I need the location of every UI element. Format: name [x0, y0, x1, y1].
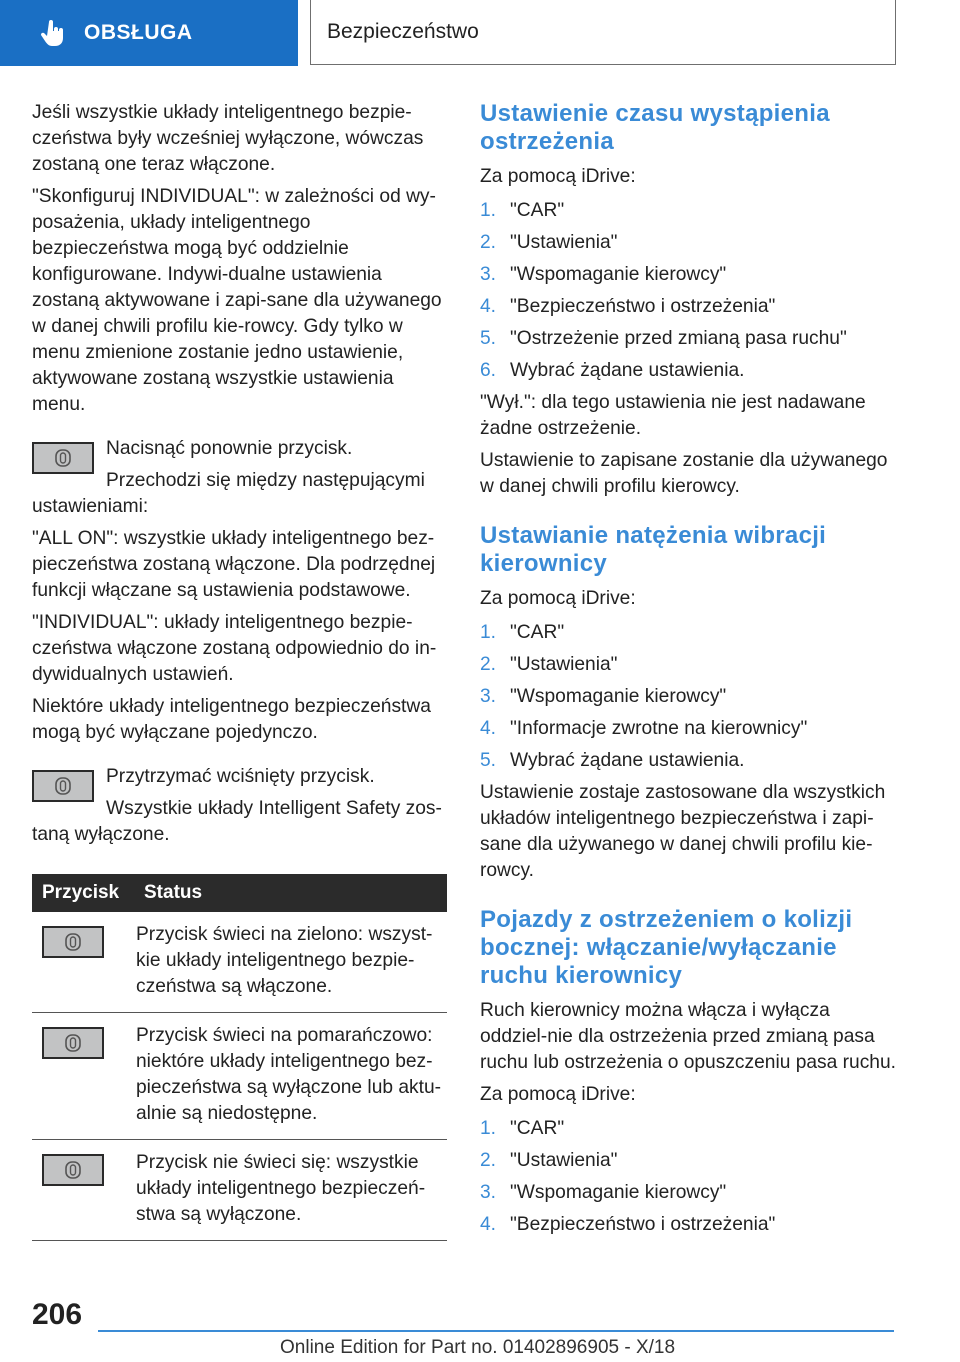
press-again-block	[32, 436, 447, 520]
paragraph: Niektóre układy inteligentnego bezpieczeństwa mogą być wyłączane pojedynczo.	[32, 696, 431, 743]
breadcrumb	[310, 0, 896, 65]
safety-symbol-icon	[63, 932, 83, 952]
table-cell: Przycisk świeci na zielono: wszyst-kie układy inteligentnego bezpie-czeństwa są włączone.	[132, 912, 447, 1013]
paragraph: "INDIVIDUAL": układy inteligentnego bezpie-czeństwa włączone zostaną odpowiednio do in-dywidualnych ustawień.	[32, 612, 437, 685]
safety-symbol-icon	[53, 448, 73, 468]
paragraph: Ustawienie zostaje zastosowane dla wszystkich układów inteligentnego bezpieczeństwa i zapi-sane dla używanego w danej chwili profilu kie-rowcy.	[480, 782, 886, 881]
list-item: 3. "Wspomaganie kierowcy"	[480, 264, 727, 285]
section-tab[interactable]	[0, 0, 298, 66]
section-tab-label: OBSŁUGA	[84, 21, 193, 44]
list-item: 3. "Wspomaganie kierowcy"	[480, 686, 727, 707]
table-cell: Przycisk nie świeci się: wszystkie układy inteligentnego bezpieczeń-stwa są wyłączone.	[132, 1140, 447, 1241]
list-item: 5. Wybrać żądane ustawienia.	[480, 750, 745, 771]
left-column	[32, 100, 447, 1241]
section-heading: Ustawianie natężenia wibracji kierownicy	[480, 522, 827, 577]
list-item: 4. "Bezpieczeństwo i ostrzeżenia"	[480, 296, 776, 317]
paragraph: Przechodzi się między następującymi ustawieniami:	[32, 470, 425, 517]
intelligent-safety-button-icon	[42, 1027, 104, 1059]
page-number: 206	[32, 1298, 83, 1331]
safety-symbol-icon	[63, 1033, 83, 1053]
table-row	[32, 912, 447, 1013]
steps-list	[480, 620, 900, 774]
paragraph: Przytrzymać wciśnięty przycisk.	[106, 766, 375, 787]
table-row	[32, 1013, 447, 1140]
section-heading: Ustawienie czasu wystąpienia ostrzeżenia	[480, 100, 830, 155]
list-item: 1. "CAR"	[480, 622, 565, 643]
hand-pointer-icon	[38, 18, 68, 48]
list-item: 3. "Wspomaganie kierowcy"	[480, 1182, 727, 1203]
intelligent-safety-button-icon	[42, 1154, 104, 1186]
right-column	[480, 100, 900, 1244]
paragraph: Wszystkie układy Intelligent Safety zos-taną wyłączone.	[32, 798, 442, 845]
table-cell: Przycisk świeci na pomarańczowo: niektóre układy inteligentnego bez-pieczeństwa są wyłączone lub aktu-alnie są niedostępne.	[132, 1013, 447, 1140]
paragraph: Za pomocą iDrive:	[480, 166, 636, 187]
paragraph: "Skonfiguruj INDIVIDUAL": w zależności od wy-posażenia, układy inteligentnego bezpieczeństwa mogą być oddzielnie konfigurowane. Indywi-dualne ustawienia zostaną aktywowane i zapi-sane dla używanego w danej chwili profilu kie-rowcy. Gdy tylko w menu zmienione zostanie jedno ustawienie, aktywowane zostaną wszystkie ustawienia menu.	[32, 186, 442, 415]
paragraph: Nacisnąć ponownie przycisk.	[106, 438, 353, 459]
step-note: "Wył.": dla tego ustawienia nie jest nadawane żadne ostrzeżenie.	[480, 392, 866, 439]
table-header: Przycisk	[32, 874, 132, 912]
list-item: 2. "Ustawienia"	[480, 654, 618, 675]
section-heading: Pojazdy z ostrzeżeniem o kolizji bocznej: włączanie/wyłączanie ruchu kierownicy	[480, 906, 853, 989]
paragraph: Ruch kierownicy można włącza i wyłącza oddziel-nie dla ostrzeżenia przed zmianą pasa ruchu lub ostrzeżenia o opuszczeniu pasa ruchu.	[480, 1000, 896, 1073]
list-item: 4. "Bezpieczeństwo i ostrzeżenia"	[480, 1214, 776, 1235]
list-item: 1. "CAR"	[480, 200, 565, 221]
table-row	[32, 1140, 447, 1241]
intelligent-safety-button-icon	[42, 926, 104, 958]
table-header: Status	[132, 874, 447, 912]
list-item: 4. "Informacje zwrotne na kierownicy"	[480, 718, 808, 739]
steps-list	[480, 198, 900, 384]
status-table	[32, 874, 447, 1241]
list-item: 5. "Ostrzeżenie przed zmianą pasa ruchu"	[480, 328, 847, 349]
list-item: 2. "Ustawienia"	[480, 1150, 618, 1171]
edition-note: Online Edition for Part no. 01402896905 - X/18	[280, 1337, 676, 1358]
list-item: 6. Wybrać żądane ustawienia.	[480, 360, 745, 381]
hold-block	[32, 764, 447, 848]
paragraph: "ALL ON": wszystkie układy inteligentnego bez-pieczeństwa zostaną włączone. Dla podrzędnej funkcji włączane są ustawienia podstawowe.	[32, 528, 436, 601]
intelligent-safety-button-icon	[32, 442, 94, 474]
table-header-row	[32, 874, 447, 912]
intelligent-safety-button-icon	[32, 770, 94, 802]
safety-symbol-icon	[63, 1160, 83, 1180]
paragraph: Jeśli wszystkie układy inteligentnego bezpie-czeństwa były wcześniej wyłączone, wówczas zostaną one teraz włączone.	[32, 102, 424, 175]
safety-symbol-icon	[53, 776, 73, 796]
steps-list	[480, 1116, 900, 1238]
paragraph: Za pomocą iDrive:	[480, 588, 636, 609]
paragraph: Za pomocą iDrive:	[480, 1084, 636, 1105]
footer-divider	[98, 1330, 894, 1332]
list-item: 1. "CAR"	[480, 1118, 565, 1139]
list-item: 2. "Ustawienia"	[480, 232, 618, 253]
paragraph: Ustawienie to zapisane zostanie dla używanego w danej chwili profilu kierowcy.	[480, 450, 888, 497]
subsection-title: Bezpieczeństwo	[327, 20, 479, 43]
